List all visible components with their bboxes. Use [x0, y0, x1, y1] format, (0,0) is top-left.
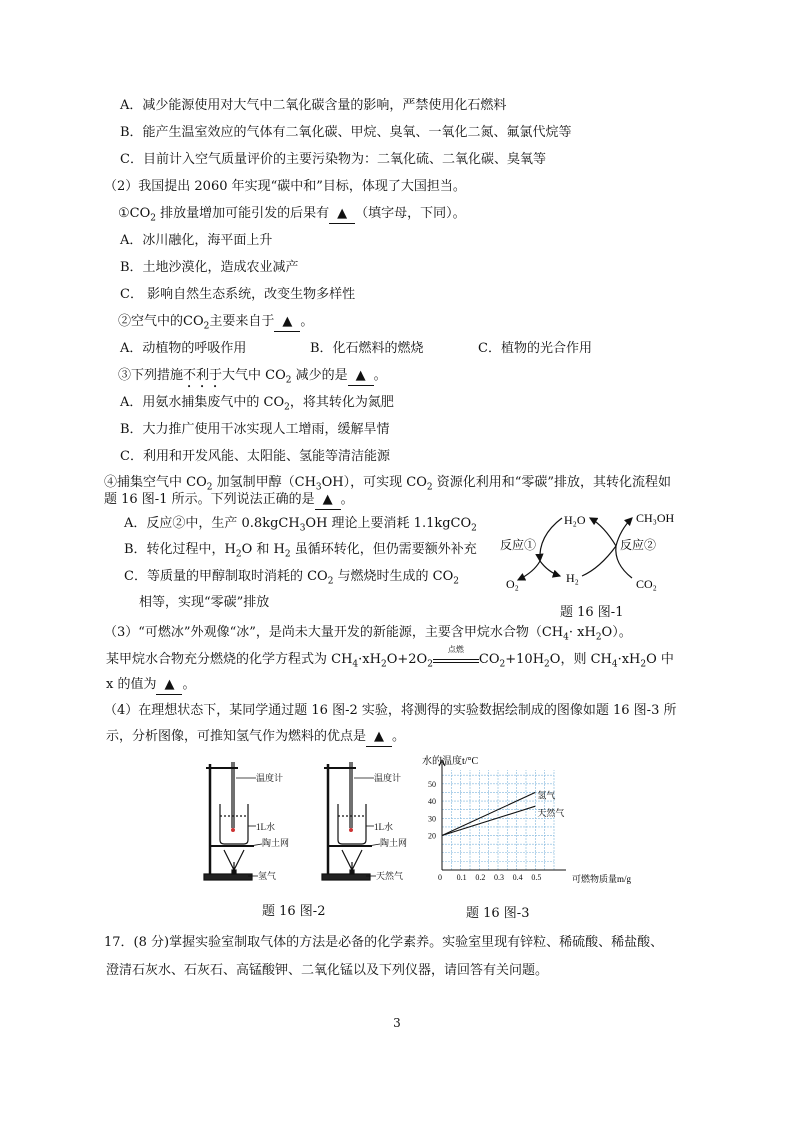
y-tick-label: 20: [428, 831, 436, 841]
q17-line2: 澄清石灰水、石灰石、高锰酸钾、二氧化锰以及下列仪器，请回答有关问题。: [106, 963, 549, 978]
figure-16-1-diagram: [496, 506, 696, 594]
answer-blank[interactable]: ▲: [315, 491, 341, 510]
answer-blank[interactable]: ▲: [156, 676, 182, 695]
cycle-arrow-1-h2: [540, 561, 560, 576]
label-ch3oh: CH₃OH: [636, 511, 675, 525]
q2-sub4-option-c-line2: 相等，实现“零碳”排放: [139, 595, 270, 610]
q2-sub3-option-b: B．大力推广使用干冰实现人工增雨，缓解旱情: [120, 422, 390, 437]
apparatus-natural-gas: [322, 762, 380, 880]
chart-series: [442, 789, 564, 835]
q2-sub2: ②空气中的$CO_2$主要来自于 ▲ 。: [118, 314, 314, 332]
figure-16-3-chart: [420, 752, 660, 888]
label-thermometer: 温度计: [374, 773, 402, 783]
x-tick-label: 0.4: [512, 873, 523, 882]
y-tick-label: 40: [428, 797, 436, 807]
label-o2: O₂: [506, 577, 519, 591]
label-gauze: 陶土网: [262, 838, 290, 848]
label-h2o: H₂O: [564, 513, 586, 527]
chart-y-axis-label: 水的温度t/°C: [422, 756, 479, 767]
answer-blank[interactable]: ▲: [329, 205, 355, 224]
answer-blank[interactable]: ▲: [274, 313, 300, 332]
q17-line1: 17．(8 分)掌握实验室制取气体的方法是必备的化学素养。实验室里现有锌粒、稀硫酸、稀盐酸、: [104, 935, 664, 950]
figure-16-2-apparatus: [196, 758, 428, 890]
chart-grid: [442, 770, 554, 870]
q2-sub2-option-b: B．化石燃料的燃烧: [310, 341, 424, 356]
answer-blank[interactable]: ▲: [348, 367, 374, 386]
reaction-condition: 点燃: [433, 650, 479, 663]
q2-sub1-option-a: A．冰川融化，海平面上升: [120, 233, 273, 248]
label-reaction-1: 反应①: [500, 538, 537, 552]
chart-x-axis-label: 可燃物质量m/g: [572, 874, 632, 884]
q4-line2: 示，分析图像，可推知氢气作为燃料的优点是 ▲ 。: [106, 728, 405, 747]
q3-line2: 某甲烷水合物充分燃烧的化学方程式为 $CH_4\cdot xH_2O+2O_2$ 点燃 $CO_2+10H_2O$，则 $CH_4\cdot xH_2O$ 中: [106, 645, 674, 670]
q2-sub2-option-c: C．植物的光合作用: [478, 341, 592, 356]
q2-sub1-option-c: C． 影响自然生态系统，改变生物多样性: [120, 287, 356, 302]
label-h2: H₂: [566, 571, 579, 585]
x-tick-label: 0.1: [456, 873, 467, 882]
q2-sub4-option-c-line1: C．等质量的甲醇制取时消耗的 $CO_2$ 与燃烧时生成的 $CO_2$: [124, 569, 460, 587]
figure-16-2-caption: 题 16 图-2: [262, 904, 326, 919]
label-reaction-2: 反应②: [620, 538, 657, 552]
series-label-hydrogen: 氢气: [537, 790, 556, 801]
y-tick-label: 30: [428, 814, 436, 824]
label-thermometer: 温度计: [256, 773, 284, 783]
q2-sub2-option-a: A．动植物的呼吸作用: [120, 341, 247, 356]
series-label-natural-gas: 天然气: [537, 808, 565, 819]
cycle-arrow-1-in: [540, 518, 562, 561]
y-tick-label: 50: [428, 779, 436, 789]
q2-sub4-line1: ④捕集空气中 $CO_2$ 加氢制甲醇$(CH_3OH)$，可实现 $CO_2$ 资源化利用和“零碳”排放，其转化流程如: [104, 475, 672, 493]
apparatus-hydrogen: [204, 762, 262, 880]
q2-sub4-option-b: B．转化过程中，$H_2O$ 和 $H_2$ 虽循环转化，但仍需要额外补充: [124, 542, 477, 560]
q3-line3: x 的值为 ▲ 。: [106, 676, 195, 695]
figure-16-3-caption: 题 16 图-3: [466, 906, 530, 921]
series-line-natural-gas: [442, 806, 535, 835]
q2-sub1-option-b: B．土地沙漠化，造成农业减产: [120, 260, 299, 275]
q3-line1: （3）“可燃冰”外观像“冰”，是尚未大量开发的新能源，主要含甲烷水合物$(CH_4\cdot xH_2O)$。: [104, 625, 632, 643]
x-tick-label: 0.2: [475, 873, 486, 882]
label-natural-gas: 天然气: [376, 871, 404, 881]
label-water: 1L水: [374, 822, 393, 832]
label-gauze: 陶土网: [380, 838, 408, 848]
label-water: 1L水: [256, 822, 275, 832]
q2-sub4-option-a: A．反应②中，生产 0.8kgCH$_3$OH 理论上要消耗 1.1kgCO$_2$: [124, 516, 477, 534]
q2-sub3-option-a: A．用氨水捕集废气中的 $CO_2$，将其转化为氮肥: [120, 395, 394, 413]
q4-line1: （4）在理想状态下，某同学通过题 16 图-2 实验，将测得的实验数据绘制成的图像如题 16 图-3 所: [104, 703, 677, 718]
q2-sub3: ③下列措施不利于大气中 $CO_2$ 减少的是 ▲ 。: [118, 368, 387, 386]
page-number: 3: [393, 1016, 401, 1030]
label-hydrogen: 氢气: [258, 871, 277, 881]
answer-blank[interactable]: ▲: [366, 728, 392, 747]
q2-sub3-option-c: C．利用和开发风能、太阳能、氢能等清洁能源: [120, 449, 390, 464]
q1-option-a: A．减少能源使用对大气中二氧化碳含量的影响，严禁使用化石燃料: [120, 98, 507, 113]
q1-option-c: C．目前计入空气质量评价的主要污染物为：二氧化硫、二氧化碳、臭氧等: [120, 152, 546, 167]
q1-option-b: B．能产生温室效应的气体有二氧化碳、甲烷、臭氧、一氧化二氮、氟氯代烷等: [120, 125, 572, 140]
cycle-arrow-1-out: [518, 561, 540, 580]
figure-16-1-caption: 题 16 图-1: [560, 605, 624, 620]
q2-intro: （2）我国提出 2060 年实现“碳中和”目标，体现了大国担当。: [104, 179, 466, 194]
x-tick-label: 0.3: [494, 873, 504, 882]
q2-sub1: $①CO_2$ 排放量增加可能引发的后果有 ▲ （填字母，下同）。: [118, 206, 466, 224]
label-co2: CO₂: [636, 577, 657, 591]
x-tick-label: 0.5: [531, 873, 542, 882]
chart-ticks: [428, 780, 541, 882]
q2-sub4-line2: 题 16 图-1 所示。下列说法正确的是 ▲ 。: [104, 491, 354, 510]
x-tick-label: 0: [438, 873, 442, 882]
cycle-arrow-2-water: [590, 518, 616, 546]
cycle-arrow-2-h2: [582, 546, 616, 576]
